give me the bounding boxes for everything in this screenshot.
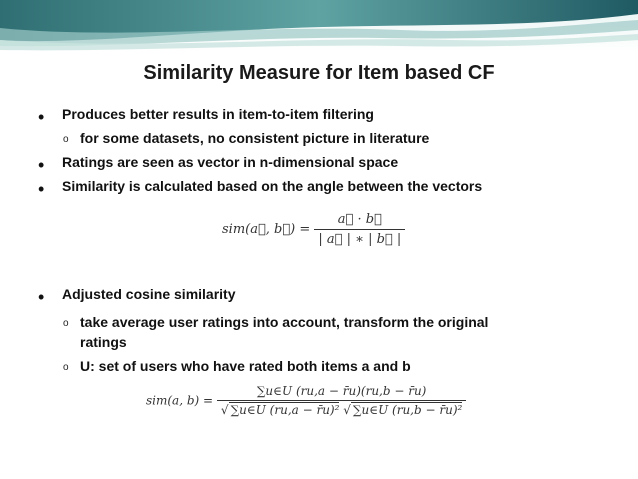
sqrt-icon: √ xyxy=(343,403,351,417)
formula-numerator: ∑u∈U (ru,a − r̄u)(ru,b − r̄u) xyxy=(217,384,466,401)
sub-bullet-icon: o xyxy=(63,362,69,373)
bullet-icon: • xyxy=(38,107,45,127)
bullet-text: Ratings are seen as vector in n-dimensional space xyxy=(62,154,399,170)
bullet-text: Adjusted cosine similarity xyxy=(62,286,236,302)
header-banner xyxy=(0,0,638,52)
bullet-icon: • xyxy=(38,287,45,307)
bullet-text: Similarity is calculated based on the angle between the vectors xyxy=(62,178,483,194)
sub-bullet-text: for some datasets, no consistent picture in literature xyxy=(80,130,430,146)
formula-numerator: a⃗ · b⃗ xyxy=(314,212,405,230)
formula-denominator xyxy=(217,401,466,417)
bullet-text: Produces better results in item-to-item filtering xyxy=(62,106,374,122)
bullet-icon: • xyxy=(38,179,45,199)
sub-bullet-icon: o xyxy=(63,318,69,329)
formula-denominator: | a⃗ | ∗ | b⃗ | xyxy=(318,232,402,247)
formula-den-left: ∑u∈U (ru,a − r̄u)² xyxy=(230,403,340,417)
formula-fraction xyxy=(217,384,466,417)
formula-den-right: ∑u∈U (ru,b − r̄u)² xyxy=(352,403,463,417)
formula-fraction xyxy=(314,212,405,247)
bullet-icon: • xyxy=(38,155,45,175)
sub-bullet-text: U: set of users who have rated both items a and b xyxy=(80,358,411,374)
sub-bullet-text: take average user ratings into account, transform the original xyxy=(80,314,489,330)
cosine-formula xyxy=(222,212,405,247)
formula-lhs: sim(a⃗, b⃗) = xyxy=(222,222,311,237)
adjusted-cosine-formula xyxy=(146,384,466,417)
formula-lhs: sim(a, b) = xyxy=(146,393,214,408)
sub-bullet-icon: o xyxy=(63,134,69,145)
slide-title: Similarity Measure for Item based CF xyxy=(143,62,495,84)
sub-bullet-text-continued: ratings xyxy=(80,334,127,350)
sqrt-icon: √ xyxy=(220,403,229,417)
